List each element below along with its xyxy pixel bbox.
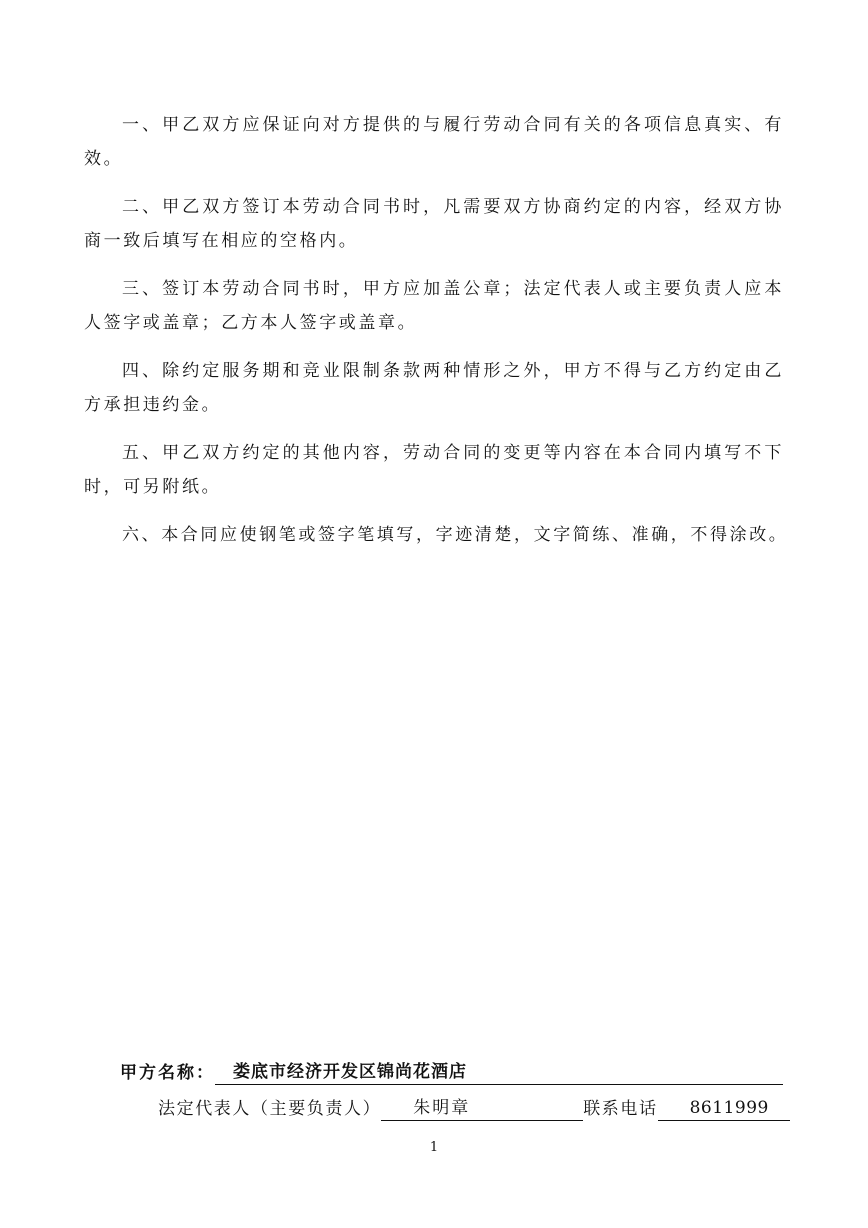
- instruction-6: 六、本合同应使钢笔或签字笔填写，字迹清楚，文字简练、准确，不得涂改。: [122, 525, 789, 545]
- instruction-2: 二、甲乙双方签订本劳动合同书时，凡需要双方协商约定的内容，经双方协商一致后填写在相应的空格内。: [84, 197, 784, 251]
- legal-rep-row: [158, 1096, 790, 1121]
- legal-rep-name-field: 朱明章: [381, 1096, 583, 1121]
- instruction-1: 一、甲乙双方应保证向对方提供的与履行劳动合同有关的各项信息真实、有效。: [84, 115, 784, 169]
- instruction-3: 三、签订本劳动合同书时，甲方应加盖公章；法定代表人或主要负责人应本人签字或盖章；乙方本人签字或盖章。: [84, 279, 784, 333]
- legal-rep-label: 法定代表人（主要负责人）: [158, 1099, 382, 1119]
- party-a-label: 甲方名称：: [120, 1063, 215, 1083]
- page-number: 1: [429, 1140, 439, 1155]
- party-a-name-field: 娄底市经济开发区锦尚花酒店: [215, 1060, 783, 1085]
- phone-label: 联系电话: [583, 1099, 658, 1119]
- phone-field: 8611999: [658, 1096, 790, 1121]
- party-a-row: [120, 1060, 788, 1085]
- instruction-5: 五、甲乙双方约定的其他内容，劳动合同的变更等内容在本合同内填写不下时，可另附纸。: [84, 443, 784, 497]
- instruction-4: 四、除约定服务期和竞业限制条款两种情形之外，甲方不得与乙方约定由乙方承担违约金。: [84, 361, 784, 415]
